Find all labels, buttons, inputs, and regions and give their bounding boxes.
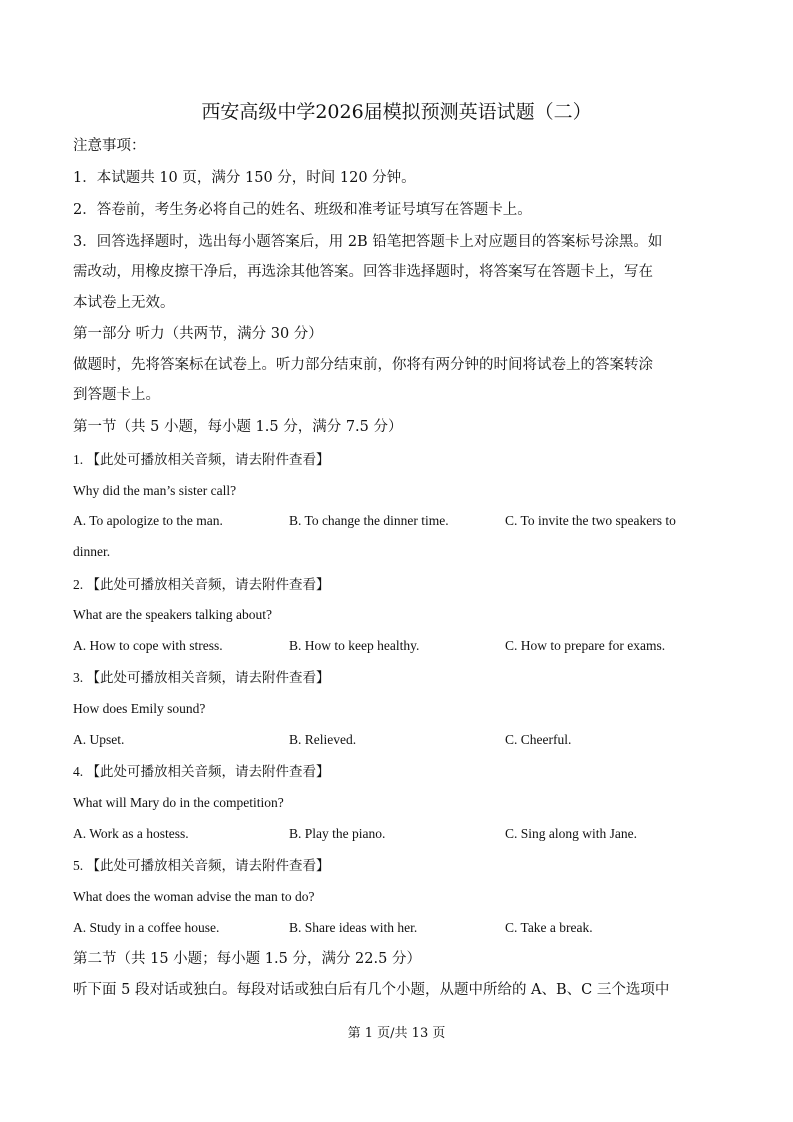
part1-instruction-line-1: 做题时，先将答案标在试卷上。听力部分结束前，你将有两分钟的时间将试卷上的答案转涂: [73, 357, 653, 373]
option-b: B. Share ideas with her.: [289, 920, 418, 935]
section1-heading: 第一节（共 5 小题，每小题 1.5 分，满分 7.5 分）: [73, 419, 403, 435]
option-a: A. Study in a coffee house.: [73, 920, 220, 935]
option-c: C. Sing along with Jane.: [505, 826, 637, 841]
question-text: Why did the man’s sister call?: [73, 483, 237, 498]
audio-placeholder[interactable]: 1. 【此处可播放相关音频，请去附件查看】: [73, 452, 330, 467]
option-c: C. To invite the two speakers to: [505, 513, 676, 528]
section2-instruction-line-1: 听下面 5 段对话或独白。每段对话或独白后有几个小题，从题中所给的 A、B、C 三个选项中: [73, 982, 670, 998]
page-title: 西安高级中学2026届模拟预测英语试题（二）: [201, 101, 592, 123]
page-number: 第 1 页/共 13 页: [347, 1026, 446, 1041]
notes-heading: 注意事项：: [73, 138, 146, 154]
question-text: How does Emily sound?: [73, 701, 206, 716]
option-b: B. How to keep healthy.: [289, 638, 420, 653]
audio-placeholder[interactable]: 2. 【此处可播放相关音频，请去附件查看】: [73, 577, 330, 592]
part1-heading: 第一部分 听力（共两节，满分 30 分）: [73, 326, 323, 342]
audio-placeholder[interactable]: 5. 【此处可播放相关音频，请去附件查看】: [73, 858, 330, 873]
note-item-3-line-1: 3．回答选择题时，选出每小题答案后，用 2B 铅笔把答题卡上对应题目的答案标号涂黑。如: [73, 234, 663, 250]
section2-heading: 第二节（共 15 小题；每小题 1.5 分，满分 22.5 分）: [73, 951, 421, 967]
option-a: A. To apologize to the man.: [73, 513, 223, 528]
note-item-2: 2．答卷前，考生务必将自己的姓名、班级和准考证号填写在答题卡上。: [73, 202, 532, 218]
question-text: What does the woman advise the man to do?: [73, 889, 315, 904]
audio-placeholder[interactable]: 4. 【此处可播放相关音频，请去附件查看】: [73, 764, 330, 779]
audio-placeholder[interactable]: 3. 【此处可播放相关音频，请去附件查看】: [73, 670, 330, 685]
option-a: A. Work as a hostess.: [73, 826, 189, 841]
option-b: B. Relieved.: [289, 732, 357, 747]
note-item-1: 1．本试题共 10 页，满分 150 分，时间 120 分钟。: [73, 170, 416, 186]
option-c: C. How to prepare for exams.: [505, 638, 666, 653]
option-b: B. Play the piano.: [289, 826, 386, 841]
note-item-3-line-3: 本试卷上无效。: [73, 295, 175, 311]
option-a: A. How to cope with stress.: [73, 638, 223, 653]
question-text: What will Mary do in the competition?: [73, 795, 284, 810]
option-a: A. Upset.: [73, 732, 125, 747]
option-c-continued: dinner.: [73, 544, 111, 559]
part1-instruction-line-2: 到答题卡上。: [73, 387, 160, 403]
question-text: What are the speakers talking about?: [73, 607, 273, 622]
option-c: C. Cheerful.: [505, 732, 572, 747]
option-c: C. Take a break.: [505, 920, 593, 935]
option-b: B. To change the dinner time.: [289, 513, 449, 528]
note-item-3-line-2: 需改动，用橡皮擦干净后，再选涂其他答案。回答非选择题时，将答案写在答题卡上，写在: [73, 264, 653, 280]
